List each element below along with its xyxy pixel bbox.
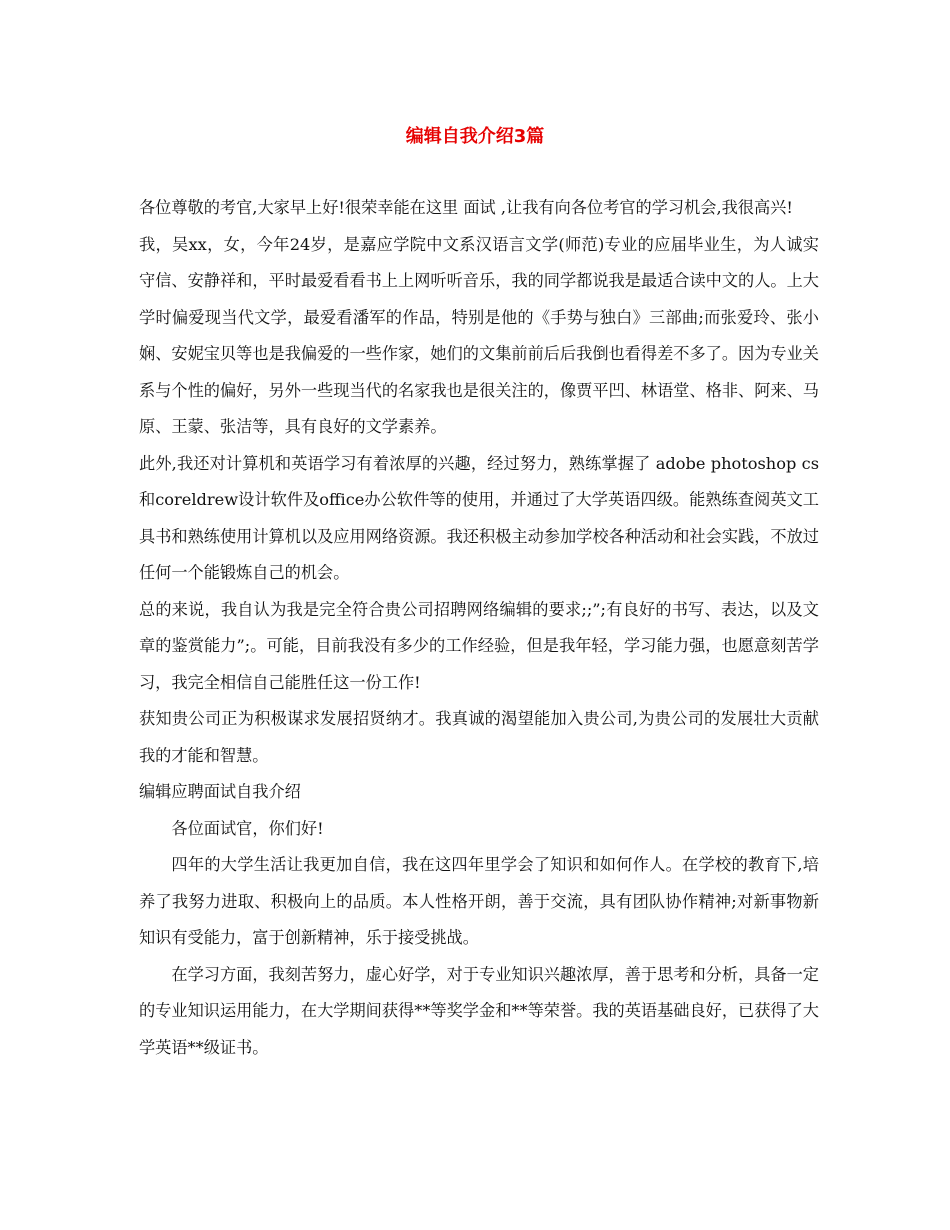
paragraph-greeting: 各位尊敬的考官,大家早上好!很荣幸能在这里 面试 ,让我有向各位考官的学习机会,我很高兴! [139,198,793,217]
paragraph-closing: 获知贵公司正为积极谋求发展招贤纳才。我真诚的渴望能加入贵公司,为贵公司的发展壮大贡献我的才能和智慧。 [139,709,819,765]
paragraph-salutation: 各位面试官，你们好! [171,818,324,838]
document-title: 编辑自我介绍3篇 [405,126,545,147]
document-body [139,190,819,1066]
paragraph-personal-intro: 我，吴xx，女，今年24岁，是嘉应学院中文系汉语言文学(师范)专业的应届毕业生，为人诚实守信、安静祥和，平时最爱看看书上上网听听音乐，我的同学都说我是最适合读中文的人。上大学时偏爱现当代文学，最爱看潘军的作品，特别是他的《手势与独白》三部曲;而张爱玲、张小娴、安妮宝贝等也是我偏爱的一些作家，她们的文集前前后后我倒也看得差不多了。因为专业关系与个性的偏好，另外一些现当代的名家我也是很关注的，像贾平凹、林语堂、格非、阿来、马原、王蒙、张洁等，具有良好的文学素养。 [139,234,819,436]
section-heading: 编辑应聘面试自我介绍 [139,782,301,801]
paragraph-study: 在学习方面，我刻苦努力，虚心好学，对于专业知识兴趣浓厚，善于思考和分析，具备一定的专业知识运用能力，在大学期间获得**等奖学金和**等荣誉。我的英语基础良好，已获得了大学英语**级证书。 [139,964,819,1057]
paragraph-summary: 总的来说，我自认为我是完全符合贵公司招聘网络编辑的要求;;”;有良好的书写、表达，以及文章的鉴赏能力”;。可能，目前我没有多少的工作经验，但是我年轻，学习能力强，也愿意刻苦学习，我完全相信自己能胜任这一份工作! [139,599,819,692]
paragraph-skills: 此外,我还对计算机和英语学习有着浓厚的兴趣，经过努力，熟练掌握了 adobe photoshop cs和coreldrew设计软件及office办公软件等的使用，并通过了大学英语四级。能熟练查阅英文工具书和熟练使用计算机以及应用网络资源。我还积极主动参加学校各种活动和社会实践，不放过任何一个能锻炼自己的机会。 [139,453,819,582]
paragraph-university-life: 四年的大学生活让我更加自信，我在这四年里学会了知识和如何作人。在学校的教育下,培养了我努力进取、积极向上的品质。本人性格开朗，善于交流，具有团队协作精神;对新事物新知识有受能力，富于创新精神，乐于接受挑战。 [139,855,819,947]
